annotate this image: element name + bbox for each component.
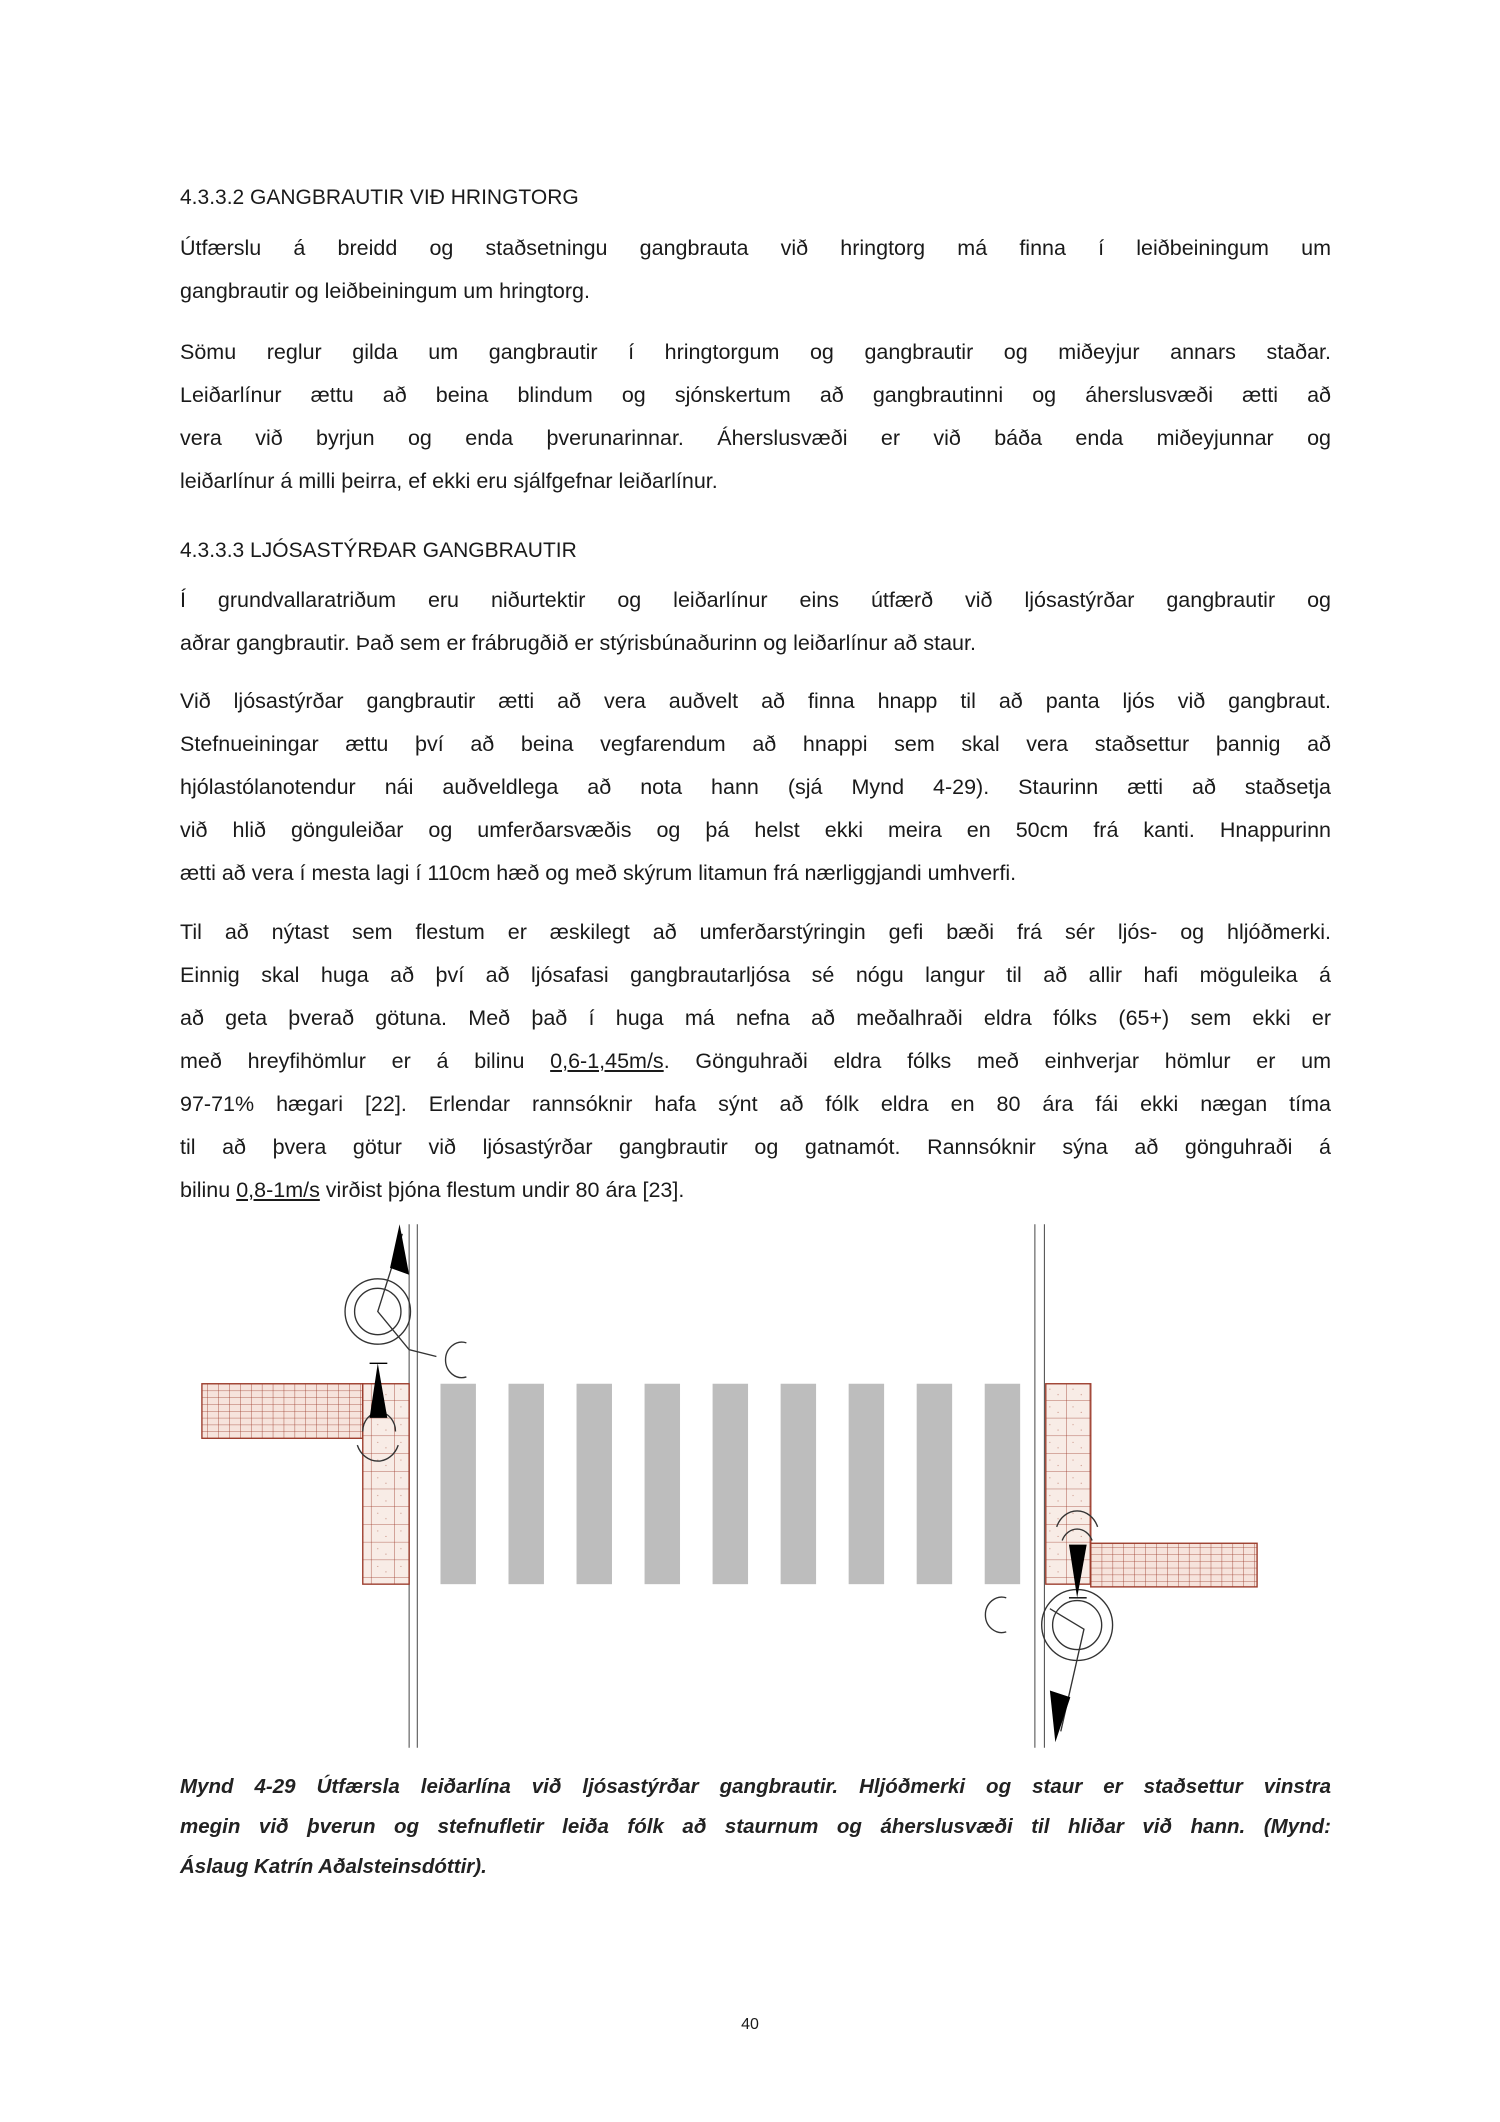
text-line: hjólastólanotendur nái auðveldlega að nota hann (sjá Mynd 4-29). Staurinn ætti að staðsetja bbox=[180, 775, 1331, 799]
text-line bbox=[180, 1040, 1331, 1083]
paragraph-4 bbox=[180, 680, 1331, 895]
section-heading-roundabout: 4.3.3.2 GANGBRAUTIR VIÐ HRINGTORG bbox=[180, 186, 579, 209]
zebra-stripe bbox=[645, 1384, 680, 1584]
section-heading-signalized: 4.3.3.3 LJÓSASTÝRÐAR GANGBRAUTIR bbox=[180, 539, 577, 562]
paragraph-1 bbox=[180, 227, 1331, 313]
caption-line: Mynd 4-29 Útfærsla leiðarlína við ljósastýrðar gangbrautir. Hljóðmerki og staur er staðsettur vinstra bbox=[180, 1775, 1331, 1798]
paragraph-5 bbox=[180, 911, 1331, 1212]
text-line: Stefnueiningar ættu því að beina vegfarendum að hnappi sem skal vera staðsettur þannig að bbox=[180, 732, 1331, 756]
underlined-speed: 0,6-1,45m/s bbox=[550, 1049, 664, 1073]
zebra-stripe bbox=[509, 1384, 544, 1584]
text-line: ætti að vera í mesta lagi í 110cm hæð og með skýrum litamun frá nærliggjandi umhverfi. bbox=[180, 861, 1017, 885]
text: virðist þjóna flestum undir 80 ára [23]. bbox=[319, 1178, 685, 1202]
arrow-up-icon bbox=[390, 1224, 409, 1274]
crosswalk-figure bbox=[191, 1220, 1268, 1752]
text-line: Leiðarlínur ættu að beina blindum og sjónskertum að gangbrautinni og áherslusvæði ætti að bbox=[180, 383, 1331, 407]
caption-line: megin við þverun og stefnufletir leiða fólk að staurnum og áherslusvæði til hliðar við hann. (Mynd: bbox=[180, 1815, 1331, 1838]
arrow-down-icon bbox=[1050, 1690, 1070, 1742]
paragraph-2 bbox=[180, 331, 1331, 503]
text-line: leiðarlínur á milli þeirra, ef ekki eru sjálfgefnar leiðarlínur. bbox=[180, 469, 718, 493]
underlined-speed: 0,8-1m/s bbox=[236, 1178, 320, 1202]
text-line: Til að nýtast sem flestum er æskilegt að umferðarstýringin gefi bæði frá sér ljós- og hljóðmerki. bbox=[180, 920, 1331, 944]
zebra-stripe bbox=[781, 1384, 816, 1584]
text-line: að geta þverað götuna. Með það í huga má nefna að meðalhraði eldra fólks (65+) sem ekki er bbox=[180, 1006, 1331, 1030]
text-line: vera við byrjun og enda þverunarinnar. Áherslusvæði er við báða enda miðeyjunnar og bbox=[180, 426, 1331, 450]
text-line bbox=[180, 1169, 1331, 1212]
text: með hreyfihömlur er á bilinu bbox=[180, 1049, 551, 1073]
text-line: 97-71% hægari [22]. Erlendar rannsóknir hafa sýnt að fólk eldra en 80 ára fái ekki nægan tíma bbox=[180, 1092, 1331, 1116]
zebra-stripe bbox=[713, 1384, 748, 1584]
text-line: Í grundvallaratriðum eru niðurtektir og leiðarlínur eins útfærð við ljósastýrðar gangbrautir og bbox=[180, 588, 1331, 612]
text: bilinu bbox=[180, 1178, 237, 1202]
paragraph-3 bbox=[180, 579, 1331, 665]
text-line: Sömu reglur gilda um gangbrautir í hringtorgum og gangbrautir og miðeyjur annars staðar. bbox=[180, 340, 1331, 364]
text-line: Einnig skal huga að því að ljósafasi gangbrautarljósa sé nógu langur til að allir hafi möguleika á bbox=[180, 963, 1331, 987]
zebra-stripe bbox=[440, 1384, 475, 1584]
text-line: aðrar gangbrautir. Það sem er frábrugðið er stýrisbúnaðurinn og leiðarlínur að staur. bbox=[180, 631, 976, 655]
zebra-stripe bbox=[849, 1384, 884, 1584]
zebra-stripe bbox=[985, 1384, 1020, 1584]
text-line: Útfærslu á breidd og staðsetningu gangbrauta við hringtorg má finna í leiðbeiningum um bbox=[180, 236, 1331, 260]
text-line: við hlið gönguleiðar og umferðarsvæðis og þá helst ekki meira en 50cm frá kanti. Hnappurinn bbox=[180, 818, 1331, 842]
text-line: Við ljósastýrðar gangbrautir ætti að vera auðvelt að finna hnapp til að panta ljós við gangbraut. bbox=[180, 689, 1331, 713]
page-number: 40 bbox=[741, 2016, 759, 2033]
zebra-stripe bbox=[577, 1384, 612, 1584]
zebra-stripes bbox=[440, 1384, 1020, 1584]
caption-line: Áslaug Katrín Aðalsteinsdóttir). bbox=[180, 1855, 487, 1878]
text: . Gönguhraði eldra fólks með einhverjar hömlur er um bbox=[663, 1049, 1331, 1073]
text-line: til að þvera götur við ljósastýrðar gangbrautir og gatnamót. Rannsóknir sýna að gönguhraði á bbox=[180, 1135, 1331, 1159]
figure-caption bbox=[180, 1767, 1331, 1887]
text-line: gangbrautir og leiðbeiningum um hringtorg. bbox=[180, 279, 590, 303]
zebra-stripe bbox=[917, 1384, 952, 1584]
